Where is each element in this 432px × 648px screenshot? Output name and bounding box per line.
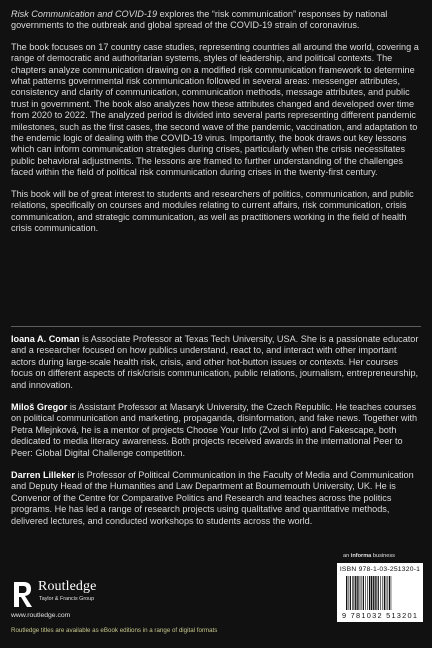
isbn-label: ISBN 978-1-03-251320-1 (339, 566, 421, 573)
section-divider (11, 326, 421, 327)
informa-business-label: an informa business (343, 553, 395, 559)
author-bio-text: is Assistant Professor at Masaryk University, the Czech Republic. He teaches courses on political communication and marketing, propaganda, disinformation, and fake news. Together with Petra Mlejnková, he is a mentor of projects Choose Your Info (Zvol si info) and Fakescape, both dedicated to media literacy awareness. Both projects received awards in the international Peer to Peer: Global Digital Challenge competition. (11, 402, 418, 458)
barcode-bar (384, 576, 385, 610)
author-name: Darren Lilleker (11, 470, 75, 481)
ebook-note: Routledge titles are available as eBook editions in a range of digital formats (11, 627, 218, 634)
barcode-bar (348, 576, 349, 610)
barcode-image (341, 576, 419, 620)
barcode-bar (363, 576, 364, 610)
barcode-bar (361, 576, 362, 610)
barcode-bar (369, 576, 370, 610)
barcode-bar (355, 576, 356, 610)
barcode-panel (337, 563, 423, 622)
author-bio-lilleker (11, 470, 421, 527)
barcode-digits: 9 781032 513201 (342, 611, 417, 620)
author-name: Ioana A. Coman (11, 334, 80, 344)
barcode-bar (346, 576, 347, 610)
barcode-bar (353, 576, 354, 610)
barcode-bar (357, 576, 358, 610)
barcode-bar (365, 576, 366, 610)
barcode-bar (382, 576, 383, 610)
barcode-bar (378, 576, 379, 610)
publisher-name: Routledge (38, 579, 97, 594)
publisher-website[interactable]: www.routledge.com (11, 612, 71, 619)
barcode-bar (391, 576, 392, 610)
barcode-bar (358, 576, 359, 610)
book-title-italic: Risk Communication and COVID-19 (11, 9, 158, 19)
intro-paragraph (11, 9, 421, 32)
barcode-bar (386, 576, 387, 610)
barcode-bar (389, 576, 390, 610)
intro-text: explores the “risk communication” responses by national governments to the outbreak and global spread of the COVID-19 strain of coronavirus. (11, 9, 388, 31)
barcode-bar (352, 576, 353, 610)
main-paragraph: The book focuses on 17 country case studies, representing countries all around the world, covering a range of democratic and authoritarian systems, styles of leadership, and political contexts. The chapters analyze communication drawing on a modified risk communication framework to determine what patterns governmental risk communication followed in several areas: messenger attributes, consistency and clarity of communication, communication methods, message attributes, and public trust in government. The book also analyzes how these attributes changed and developed over time from 2020 to 2022. The analyzed period is divided into several parts representing different pandemic milestones, such as the first cases, the second wave of the pandemic, vaccination, and adaptation to the endemic logic of dealing with the COVID-19 virus. Importantly, the book draws out key lessons which can inform communication strategies during crises, particularly when the crisis necessitates public behavioral adjustments. The lessons are framed to further understanding of the challenges faced within the field of political risk communication during crises in the twenty-first century. (11, 41, 419, 178)
publisher-logo (11, 577, 121, 611)
author-bio-gregor (11, 402, 421, 459)
author-bio-coman (11, 334, 421, 391)
author-bio-text: is Associate Professor at Texas Tech University, USA. She is a passionate educator and a researcher focused on how publics understand, react to, and interact with other important actors during large-scale health risk, crisis, and other hot-button issues or contexts. Her courses focus on different aspects of risk/crisis communication, public relations, journalism, entrepreneurship, and innovation. (11, 334, 419, 390)
barcode-bar (360, 576, 361, 610)
barcode-bar (376, 576, 377, 610)
barcode-bar (371, 576, 372, 610)
barcode-bar (350, 576, 351, 610)
blurb-section (11, 9, 421, 234)
author-bio-text: is Professor of Political Communication in the Faculty of Media and Communication and Deputy Head of the Humanities and Law Department at Bournemouth University, UK. He is Convenor of the Centre for Comparative Politics and Research and teaches across the politics programs. He has led a range of research projects using qualitative and quantitative methods, delivered lectures, and conducted workshops to students across the world. (11, 470, 414, 526)
barcode-bar (367, 576, 368, 610)
barcode-bar (375, 576, 376, 610)
author-name: Miloš Gregor (11, 402, 68, 413)
audience-paragraph: This book will be of great interest to students and researchers of politics, communication, and public relations, specifically on courses and modules relating to current affairs, risk communication, crisis communication, and strategic communication, as well as practitioners working in the field of health crisis communication. (11, 188, 414, 233)
publisher-subtitle: Taylor & Francis Group (39, 596, 95, 602)
barcode-bar (373, 576, 374, 610)
barcode-bar (387, 576, 388, 610)
routledge-logo-icon (11, 579, 35, 609)
barcode-bar (380, 576, 381, 610)
author-bios (11, 334, 421, 538)
